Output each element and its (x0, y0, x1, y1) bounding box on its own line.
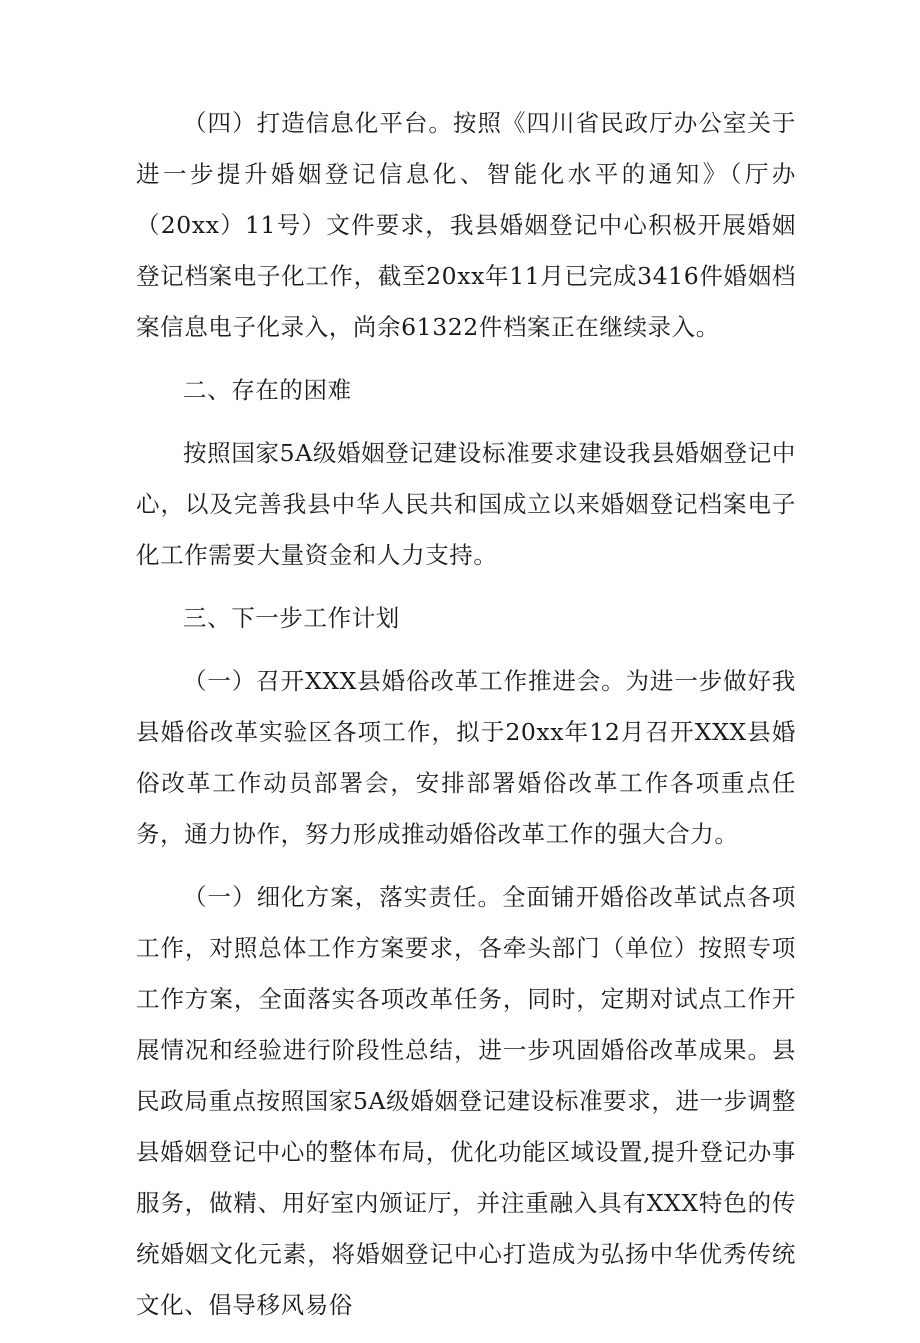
paragraph-promotion-meeting: （一）召开XXX县婚俗改革工作推进会。为进一步做好我县婚俗改革实验区各项工作，拟于20xx年12月召开XXX县婚俗改革工作动员部署会，安排部署婚俗改革工作各项重点任务，通力协作，努力形成推动婚俗改革工作的强大合力。 (136, 667, 796, 848)
document-body (136, 98, 796, 1343)
paragraph-refine-plan: （一）细化方案，落实责任。全面铺开婚俗改革试点各项工作，对照总体工作方案要求，各牵头部门（单位）按照专项工作方案，全面落实各项改革任务，同时，定期对试点工作开展情况和经验进行阶段性总结，进一步巩固婚俗改革成果。县民政局重点按照国家5A级婚姻登记建设标准要求，进一步调整县婚姻登记中心的整体布局，优化功能区域设置,提升登记办事服务，做精、用好室内颁证厅，并注重融入具有XXX特色的传统婚姻文化元素，将婚姻登记中心打造成为弘扬中华优秀传统文化、倡导移风易俗 (136, 883, 796, 1319)
section-heading-next-steps: 三、下一步工作计划 (183, 604, 400, 632)
paragraph-informatization-platform: （四）打造信息化平台。按照《四川省民政厅办公室关于进一步提升婚姻登记信息化、智能化水平的通知》（厅办（20xx）11号）文件要求，我县婚姻登记中心积极开展婚姻登记档案电子化工作，截至20xx年11月已完成3416件婚姻档案信息电子化录入，尚余61322件档案正在继续录入。 (136, 109, 796, 341)
paragraph-difficulties: 按照国家5A级婚姻登记建设标准要求建设我县婚姻登记中心，以及完善我县中华人民共和国成立以来婚姻登记档案电子化工作需要大量资金和人力支持。 (136, 439, 796, 569)
section-heading-difficulties: 二、存在的困难 (183, 376, 352, 404)
